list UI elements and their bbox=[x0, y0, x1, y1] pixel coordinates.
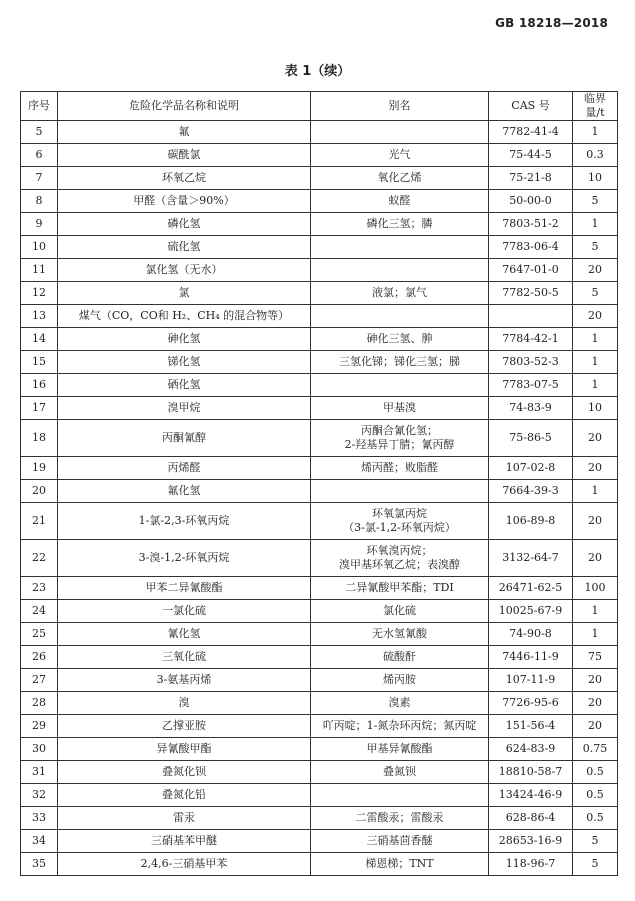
chemical-name-cell: 锑化氢 bbox=[58, 351, 311, 374]
serial-number-cell: 10 bbox=[21, 236, 58, 259]
threshold-quantity-cell: 20 bbox=[573, 692, 618, 715]
cas-number-cell bbox=[489, 305, 573, 328]
chemical-name-cell: 氟化氢 bbox=[58, 480, 311, 503]
serial-number-cell: 12 bbox=[21, 282, 58, 305]
chemical-name-cell: 叠氮化铅 bbox=[58, 784, 311, 807]
threshold-quantity-cell: 1 bbox=[573, 213, 618, 236]
table-row bbox=[21, 784, 618, 807]
threshold-quantity-cell: 1 bbox=[573, 351, 618, 374]
chemical-name-cell: 乙撑亚胺 bbox=[58, 715, 311, 738]
header-alias: 别名 bbox=[311, 92, 489, 121]
cas-number-cell: 107-11-9 bbox=[489, 669, 573, 692]
alias-cell: 甲基溴 bbox=[311, 397, 489, 420]
alias-cell bbox=[311, 259, 489, 282]
serial-number-cell: 9 bbox=[21, 213, 58, 236]
threshold-quantity-cell: 5 bbox=[573, 236, 618, 259]
table-row bbox=[21, 646, 618, 669]
threshold-quantity-cell: 5 bbox=[573, 282, 618, 305]
alias-cell: 二雷酸汞；雷酸汞 bbox=[311, 807, 489, 830]
chemical-name-cell: 磷化氢 bbox=[58, 213, 311, 236]
alias-cell: 吖丙啶；1-氮杂环丙烷；氮丙啶 bbox=[311, 715, 489, 738]
alias-cell bbox=[311, 121, 489, 144]
standard-number: GB 18218—2018 bbox=[495, 16, 608, 30]
header-cas-number: CAS 号 bbox=[489, 92, 573, 121]
cas-number-cell: 7783-07-5 bbox=[489, 374, 573, 397]
cas-number-cell: 7784-42-1 bbox=[489, 328, 573, 351]
serial-number-cell: 29 bbox=[21, 715, 58, 738]
serial-number-cell: 6 bbox=[21, 144, 58, 167]
cas-number-cell: 118-96-7 bbox=[489, 853, 573, 876]
table-row bbox=[21, 669, 618, 692]
serial-number-cell: 11 bbox=[21, 259, 58, 282]
cas-number-cell: 75-21-8 bbox=[489, 167, 573, 190]
alias-cell: 二异氰酸甲苯酯；TDI bbox=[311, 577, 489, 600]
cas-number-cell: 28653-16-9 bbox=[489, 830, 573, 853]
serial-number-cell: 5 bbox=[21, 121, 58, 144]
threshold-quantity-cell: 0.75 bbox=[573, 738, 618, 761]
chemical-name-cell: 溴甲烷 bbox=[58, 397, 311, 420]
cas-number-cell: 75-44-5 bbox=[489, 144, 573, 167]
serial-number-cell: 8 bbox=[21, 190, 58, 213]
threshold-quantity-cell: 20 bbox=[573, 669, 618, 692]
table-row bbox=[21, 259, 618, 282]
table-row bbox=[21, 853, 618, 876]
table-caption: 表 1（续） bbox=[284, 64, 351, 79]
table-row bbox=[21, 480, 618, 503]
cas-number-cell: 26471-62-5 bbox=[489, 577, 573, 600]
chemical-name-cell: 一氯化硫 bbox=[58, 600, 311, 623]
table-row bbox=[21, 807, 618, 830]
threshold-quantity-cell: 20 bbox=[573, 715, 618, 738]
threshold-quantity-cell: 1 bbox=[573, 480, 618, 503]
cas-number-cell: 7803-52-3 bbox=[489, 351, 573, 374]
alias-cell: 磷化三氢；膦 bbox=[311, 213, 489, 236]
cas-number-cell: 7783-06-4 bbox=[489, 236, 573, 259]
threshold-quantity-cell: 20 bbox=[573, 305, 618, 328]
threshold-quantity-cell: 1 bbox=[573, 374, 618, 397]
alias-cell: 氯化硫 bbox=[311, 600, 489, 623]
cas-number-cell: 3132-64-7 bbox=[489, 540, 573, 577]
table-row bbox=[21, 282, 618, 305]
table-row bbox=[21, 144, 618, 167]
table-row bbox=[21, 600, 618, 623]
chemical-name-cell: 丙酮氰醇 bbox=[58, 420, 311, 457]
threshold-quantity-cell: 20 bbox=[573, 540, 618, 577]
alias-cell: 三硝基茴香醚 bbox=[311, 830, 489, 853]
table-row bbox=[21, 305, 618, 328]
table-row bbox=[21, 374, 618, 397]
cas-number-cell: 151-56-4 bbox=[489, 715, 573, 738]
serial-number-cell: 21 bbox=[21, 503, 58, 540]
cas-number-cell: 106-89-8 bbox=[489, 503, 573, 540]
table-row bbox=[21, 328, 618, 351]
table-row bbox=[21, 213, 618, 236]
hazardous-chemicals-table bbox=[20, 91, 618, 876]
chemical-name-cell: 雷汞 bbox=[58, 807, 311, 830]
chemical-name-cell: 甲醛（含量＞90%） bbox=[58, 190, 311, 213]
table-row bbox=[21, 540, 618, 577]
chemical-name-cell: 异氰酸甲酯 bbox=[58, 738, 311, 761]
cas-number-cell: 75-86-5 bbox=[489, 420, 573, 457]
alias-cell: 环氧溴丙烷； 溴甲基环氧乙烷；表溴醇 bbox=[311, 540, 489, 577]
threshold-quantity-cell: 10 bbox=[573, 397, 618, 420]
alias-cell: 甲基异氰酸酯 bbox=[311, 738, 489, 761]
cas-number-cell: 18810-58-7 bbox=[489, 761, 573, 784]
alias-cell: 丙酮合氰化氢； 2-羟基异丁腈；氰丙醇 bbox=[311, 420, 489, 457]
alias-cell bbox=[311, 236, 489, 259]
table-row bbox=[21, 503, 618, 540]
threshold-quantity-cell: 1 bbox=[573, 121, 618, 144]
threshold-quantity-cell: 20 bbox=[573, 457, 618, 480]
cas-number-cell: 7726-95-6 bbox=[489, 692, 573, 715]
alias-cell: 氧化乙烯 bbox=[311, 167, 489, 190]
cas-number-cell: 7647-01-0 bbox=[489, 259, 573, 282]
chemical-name-cell: 三氧化硫 bbox=[58, 646, 311, 669]
alias-cell bbox=[311, 305, 489, 328]
table-row bbox=[21, 420, 618, 457]
alias-cell bbox=[311, 480, 489, 503]
chemical-name-cell: 甲苯二异氰酸酯 bbox=[58, 577, 311, 600]
serial-number-cell: 17 bbox=[21, 397, 58, 420]
cas-number-cell: 13424-46-9 bbox=[489, 784, 573, 807]
cas-number-cell: 7446-11-9 bbox=[489, 646, 573, 669]
alias-cell: 叠氮钡 bbox=[311, 761, 489, 784]
chemical-name-cell: 硒化氢 bbox=[58, 374, 311, 397]
cas-number-cell: 74-90-8 bbox=[489, 623, 573, 646]
threshold-quantity-cell: 10 bbox=[573, 167, 618, 190]
threshold-quantity-cell: 1 bbox=[573, 623, 618, 646]
cas-number-cell: 7782-41-4 bbox=[489, 121, 573, 144]
alias-cell bbox=[311, 374, 489, 397]
table-row bbox=[21, 121, 618, 144]
header-serial-number: 序号 bbox=[21, 92, 58, 121]
cas-number-cell: 7782-50-5 bbox=[489, 282, 573, 305]
chemical-name-cell: 硫化氢 bbox=[58, 236, 311, 259]
chemical-name-cell: 丙烯醛 bbox=[58, 457, 311, 480]
threshold-quantity-cell: 1 bbox=[573, 328, 618, 351]
header-threshold-quantity: 临界量/t bbox=[573, 92, 618, 121]
cas-number-cell: 628-86-4 bbox=[489, 807, 573, 830]
alias-cell: 无水氢氰酸 bbox=[311, 623, 489, 646]
chemical-name-cell: 三硝基苯甲醚 bbox=[58, 830, 311, 853]
serial-number-cell: 13 bbox=[21, 305, 58, 328]
alias-cell: 硫酸酐 bbox=[311, 646, 489, 669]
serial-number-cell: 14 bbox=[21, 328, 58, 351]
table-row bbox=[21, 761, 618, 784]
chemical-name-cell: 氯化氢（无水） bbox=[58, 259, 311, 282]
serial-number-cell: 30 bbox=[21, 738, 58, 761]
serial-number-cell: 19 bbox=[21, 457, 58, 480]
cas-number-cell: 107-02-8 bbox=[489, 457, 573, 480]
threshold-quantity-cell: 20 bbox=[573, 420, 618, 457]
serial-number-cell: 35 bbox=[21, 853, 58, 876]
alias-cell: 烯丙胺 bbox=[311, 669, 489, 692]
alias-cell: 液氯；氯气 bbox=[311, 282, 489, 305]
chemical-name-cell: 氟 bbox=[58, 121, 311, 144]
alias-cell: 三氢化锑；锑化三氢；䏲 bbox=[311, 351, 489, 374]
threshold-quantity-cell: 5 bbox=[573, 830, 618, 853]
serial-number-cell: 7 bbox=[21, 167, 58, 190]
alias-cell bbox=[311, 784, 489, 807]
table-row bbox=[21, 577, 618, 600]
serial-number-cell: 15 bbox=[21, 351, 58, 374]
alias-cell: 砷化三氢、胂 bbox=[311, 328, 489, 351]
chemical-name-cell: 氰化氢 bbox=[58, 623, 311, 646]
serial-number-cell: 25 bbox=[21, 623, 58, 646]
chemical-name-cell: 溴 bbox=[58, 692, 311, 715]
table-header-row bbox=[21, 92, 618, 121]
table-row bbox=[21, 236, 618, 259]
table-row bbox=[21, 167, 618, 190]
table-row bbox=[21, 692, 618, 715]
alias-cell: 梯恩梯；TNT bbox=[311, 853, 489, 876]
serial-number-cell: 16 bbox=[21, 374, 58, 397]
alias-cell: 光气 bbox=[311, 144, 489, 167]
serial-number-cell: 18 bbox=[21, 420, 58, 457]
serial-number-cell: 34 bbox=[21, 830, 58, 853]
table-row bbox=[21, 457, 618, 480]
serial-number-cell: 27 bbox=[21, 669, 58, 692]
header-chemical-name: 危险化学品名称和说明 bbox=[58, 92, 311, 121]
chemical-name-cell: 3-溴-1,2-环氧丙烷 bbox=[58, 540, 311, 577]
serial-number-cell: 23 bbox=[21, 577, 58, 600]
serial-number-cell: 26 bbox=[21, 646, 58, 669]
chemical-name-cell: 2,4,6-三硝基甲苯 bbox=[58, 853, 311, 876]
chemical-name-cell: 1-氯-2,3-环氧丙烷 bbox=[58, 503, 311, 540]
chemical-name-cell: 叠氮化钡 bbox=[58, 761, 311, 784]
chemical-name-cell: 3-氨基丙烯 bbox=[58, 669, 311, 692]
table-row bbox=[21, 715, 618, 738]
table-row bbox=[21, 397, 618, 420]
serial-number-cell: 28 bbox=[21, 692, 58, 715]
table-row bbox=[21, 623, 618, 646]
serial-number-cell: 32 bbox=[21, 784, 58, 807]
serial-number-cell: 20 bbox=[21, 480, 58, 503]
cas-number-cell: 624-83-9 bbox=[489, 738, 573, 761]
threshold-quantity-cell: 0.5 bbox=[573, 784, 618, 807]
alias-cell: 溴素 bbox=[311, 692, 489, 715]
threshold-quantity-cell: 20 bbox=[573, 259, 618, 282]
threshold-quantity-cell: 20 bbox=[573, 503, 618, 540]
threshold-quantity-cell: 100 bbox=[573, 577, 618, 600]
cas-number-cell: 10025-67-9 bbox=[489, 600, 573, 623]
cas-number-cell: 7803-51-2 bbox=[489, 213, 573, 236]
serial-number-cell: 31 bbox=[21, 761, 58, 784]
threshold-quantity-cell: 5 bbox=[573, 190, 618, 213]
cas-number-cell: 7664-39-3 bbox=[489, 480, 573, 503]
cas-number-cell: 50-00-0 bbox=[489, 190, 573, 213]
threshold-quantity-cell: 1 bbox=[573, 600, 618, 623]
alias-cell: 环氧氯丙烷 （3-氯-1,2-环氧丙烷） bbox=[311, 503, 489, 540]
threshold-quantity-cell: 75 bbox=[573, 646, 618, 669]
threshold-quantity-cell: 0.5 bbox=[573, 807, 618, 830]
table-row bbox=[21, 190, 618, 213]
table-row bbox=[21, 738, 618, 761]
alias-cell: 蚁醛 bbox=[311, 190, 489, 213]
chemical-name-cell: 环氧乙烷 bbox=[58, 167, 311, 190]
serial-number-cell: 24 bbox=[21, 600, 58, 623]
threshold-quantity-cell: 5 bbox=[573, 853, 618, 876]
threshold-quantity-cell: 0.3 bbox=[573, 144, 618, 167]
cas-number-cell: 74-83-9 bbox=[489, 397, 573, 420]
table-row bbox=[21, 830, 618, 853]
chemical-name-cell: 氯 bbox=[58, 282, 311, 305]
chemical-name-cell: 碳酰氯 bbox=[58, 144, 311, 167]
serial-number-cell: 22 bbox=[21, 540, 58, 577]
serial-number-cell: 33 bbox=[21, 807, 58, 830]
table-body bbox=[21, 121, 618, 876]
alias-cell: 烯丙醛；败脂醛 bbox=[311, 457, 489, 480]
chemical-name-cell: 砷化氢 bbox=[58, 328, 311, 351]
threshold-quantity-cell: 0.5 bbox=[573, 761, 618, 784]
chemical-name-cell: 煤气（CO，CO和 H₂、CH₄ 的混合物等） bbox=[58, 305, 311, 328]
table-row bbox=[21, 351, 618, 374]
